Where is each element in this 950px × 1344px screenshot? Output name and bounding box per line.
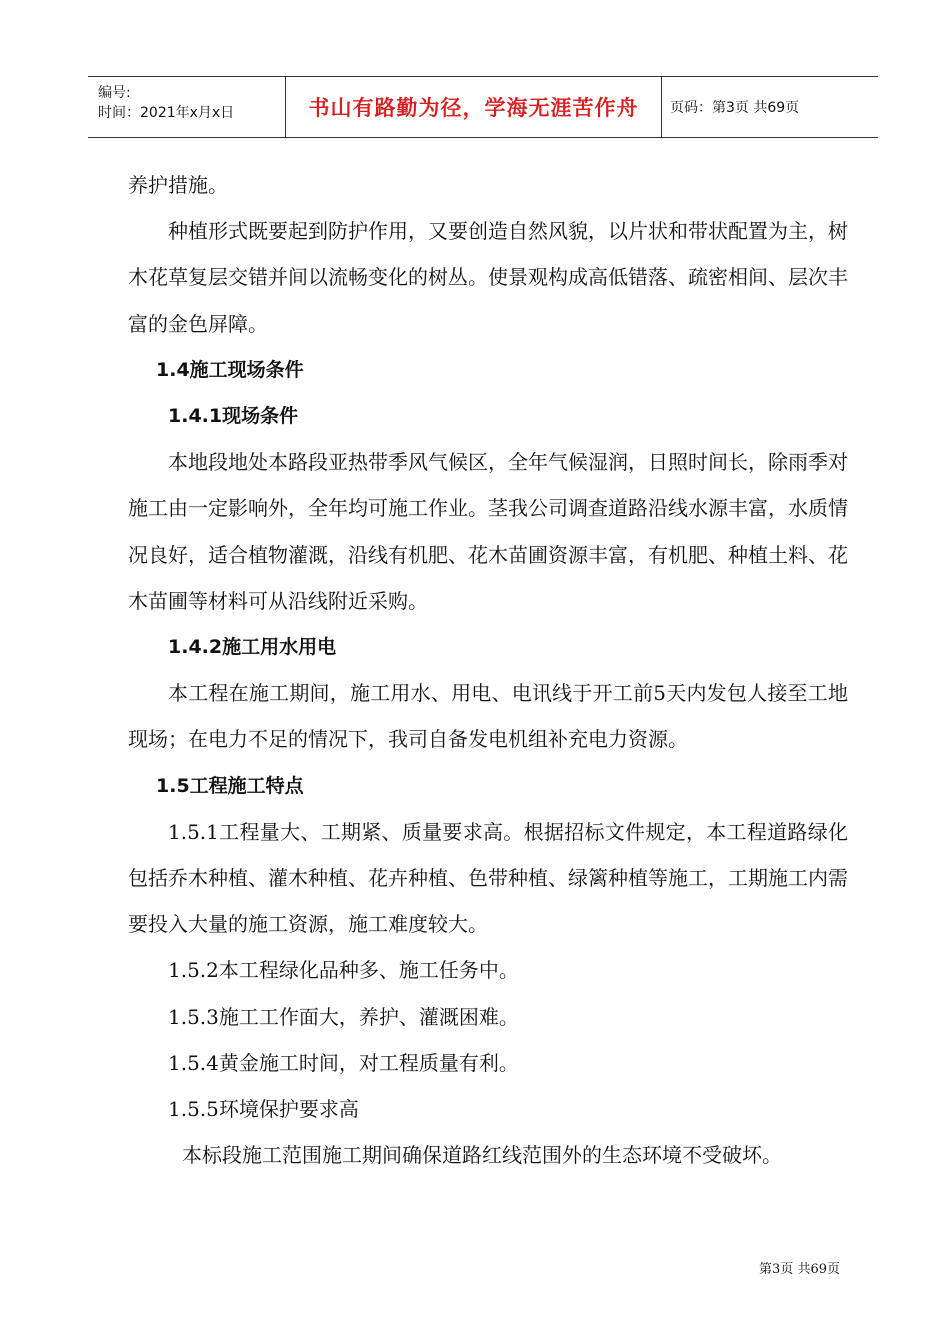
- paragraph: 养护措施。: [128, 173, 228, 197]
- paragraph: 本标段施工范围施工期间确保道路红线范围外的生态环境不受破坏。: [182, 1143, 782, 1168]
- footer-page-number: 第3页 共69页: [759, 1262, 840, 1277]
- list-item: 1.5.2本工程绿化品种多、施工任务中。: [168, 958, 519, 983]
- header-page-number: 页码：第3页 共69页: [670, 100, 800, 116]
- subsection-heading: 1.4.2施工用水用电: [168, 636, 337, 659]
- paragraph: 本地段地处本路段亚热带季风气候区，全年气候湿润，日照时间长，除雨季对施工由一定影响外，全年均可施工作业。茎我公司调查道路沿线水源丰富，水质情况良好，适合植物灌溉，沿线有机肥、花木苗圃资源丰富，有机肥、种植土料、花木苗圃等材料可从沿线附近采购。: [128, 450, 848, 613]
- list-item: 1.5.3施工工作面大，养护、灌溉困难。: [168, 1004, 519, 1029]
- paragraph: 本工程在施工期间，施工用水、用电、电讯线于开工前5天内发包人接至工地现场；在电力不足的情况下，我司自备发电机组补充电力资源。: [128, 681, 848, 752]
- list-item: 1.5.4黄金施工时间，对工程质量有利。: [168, 1050, 519, 1075]
- section-heading: 1.5工程施工特点: [156, 774, 304, 797]
- subsection-heading: 1.4.1现场条件: [168, 405, 299, 428]
- header-motto: 书山有路勤为径，学海无涯苦作舟: [286, 77, 662, 137]
- document-header: [88, 76, 878, 138]
- document-body: [128, 162, 848, 1178]
- document-date: 时间：2021年x月x日: [98, 105, 235, 121]
- section-heading: 1.4施工现场条件: [156, 358, 304, 381]
- document-number-label: 编号:: [98, 85, 131, 101]
- list-item: 1.5.5环境保护要求高: [168, 1097, 359, 1122]
- paragraph: 种植形式既要起到防护作用，又要创造自然风貌，以片状和带状配置为主，树木花草复层交错并间以流畅变化的树丛。使景观构成高低错落、疏密相间、层次丰富的金色屏障。: [128, 219, 848, 336]
- paragraph: 1.5.1工程量大、工期紧、质量要求高。根据招标文件规定，本工程道路绿化包括乔木种植、灌木种植、花卉种植、色带种植、绿篱种植等施工，工期施工内需要投入大量的施工资源，施工难度较大。: [128, 819, 848, 937]
- header-meta: [88, 77, 286, 137]
